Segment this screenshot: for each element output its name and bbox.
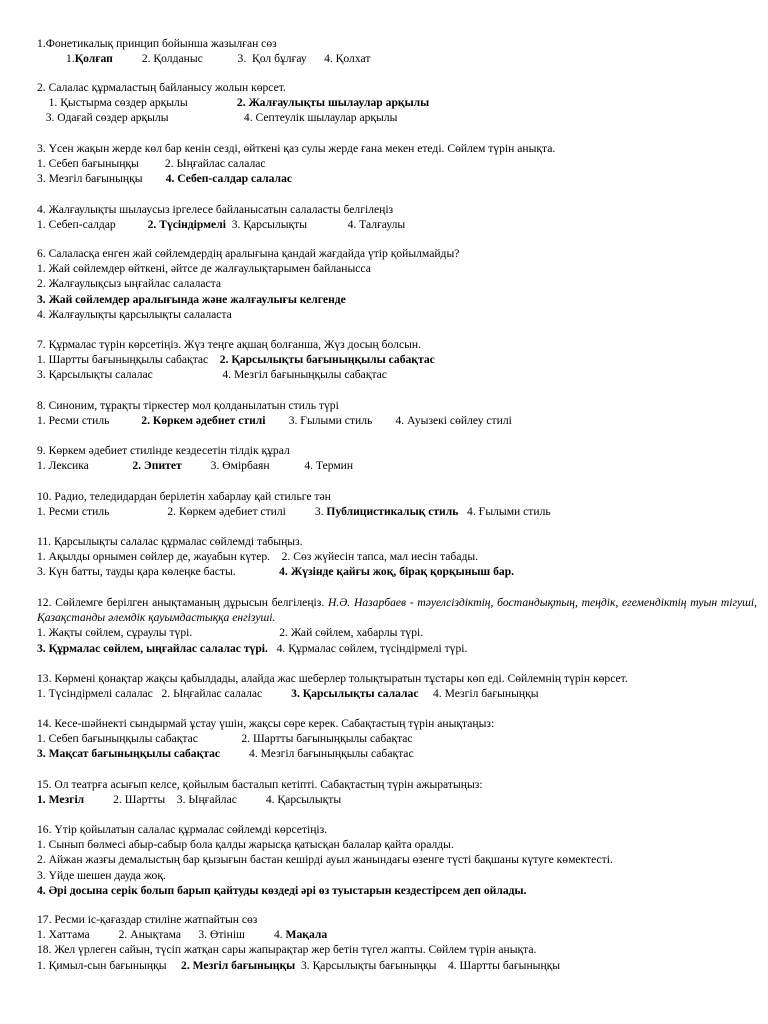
answer-options-line (37, 352, 757, 367)
text-segment: 1. Қимыл-сын бағыныңқы (37, 958, 182, 972)
question-q15 (37, 777, 757, 807)
text-segment: 3. Одағай сөздер арқылы 4. Септеулік шылаулар арқылы (37, 111, 398, 125)
question-stem (37, 398, 757, 413)
question-q2 (37, 80, 757, 126)
italic-text: Н.Ә. Назарбаев - тәуелсіздіктің, бостандықтың, теңдік, егемендіктің туын тігуші, Қазақстанды әлемдік қауымдастыққа енгізуші. (37, 596, 758, 625)
answer-options-line (37, 927, 757, 942)
question-q14 (37, 716, 757, 762)
text-segment: 11. Қарсылықты салалас құрмалас сөйлемді табыңыз. (37, 535, 303, 548)
question-stem (37, 337, 757, 352)
answer-options-line (37, 458, 757, 473)
answer-options-line (37, 307, 757, 322)
question-stem (37, 36, 757, 51)
answer-options-line (37, 792, 757, 807)
answer-text-bold: 2. Эпитет (132, 459, 182, 473)
answer-text-bold: Публицистикалық стиль (326, 505, 459, 519)
answer-text-bold: 3. Құрмалас сөйлем, ыңғайлас салалас түрі. (37, 641, 268, 655)
answer-text-bold: 4. Жүзінде қайғы жоқ, бірақ қорқыныш бар. (279, 565, 515, 579)
answer-options-line (37, 171, 757, 186)
text-segment: 16. Үтір қойылатын салалас құрмалас сөйлемді көрсетіңіз. (37, 823, 328, 836)
question-stem (37, 822, 757, 837)
text-segment: 1. Жақты сөйлем, сұраулы түрі. 2. Жай сөйлем, хабарлы түрі. (37, 626, 424, 640)
text-segment: 3. Қарсылықты салалас 4. Мезгіл бағыныңқылы сабақтас (37, 368, 387, 382)
answer-text-bold: Мақала (285, 928, 328, 942)
text-segment: 1. Себеп бағыныңқылы сабақтас 2. Шартты бағыныңқылы сабақтас (37, 732, 413, 746)
text-segment: 3. Қарсылықты 4. Талғаулы (225, 218, 406, 232)
answer-options-line (37, 731, 757, 746)
answer-options-line (37, 958, 757, 973)
text-segment: 12. Сөйлемге берілген анықтаманың дұрысын белгілеңіз. (37, 596, 328, 609)
question-q10 (37, 489, 757, 519)
answer-options-line (37, 641, 757, 656)
text-segment: 1. (37, 52, 75, 66)
text-segment: 1. Себеп-салдар (37, 218, 148, 232)
text-segment: 3. Күн батты, тауды қара көлеңке басты. (37, 565, 280, 579)
answer-text-bold: 2. Қарсылықты бағыныңқылы сабақтас (219, 353, 435, 367)
text-segment: 18. Жел үрлеген сайын, түсіп жатқан сары жапырақтар жер бетін түгел жапты. Сөйлем түрін анықта. (37, 943, 537, 957)
text-segment: 7. Құрмалас түрін көрсетіңіз. Жүз теңге ақшаң болғанша, Жүз досың болсын. (37, 338, 421, 351)
question-q9 (37, 443, 757, 473)
answer-options-line (37, 868, 757, 883)
question-q7 (37, 337, 757, 383)
text-segment: 2. Айжан жазғы демалыстың бар қызығын бастан кешірді ауыл жанындағы өзенге түсті бақшаны күтуге көмектесті. (37, 853, 613, 867)
text-segment: 14. Кесе-шәйнекті сындырмай ұстау үшін, жақсы сөре керек. Сабақтастың түрін анықтаңыз: (37, 717, 495, 730)
text-segment: 1. Сынып бөлмесі абыр-сабыр бола қалды жарысқа қатысқан балалар қайта оралды. (37, 838, 454, 852)
question-q8 (37, 398, 757, 428)
text-segment: 8. Синоним, тұрақты тіркестер мол қолданылатын стиль түрі (37, 399, 339, 412)
answer-text-bold: 1. Мезгіл (37, 793, 85, 807)
question-stem (37, 246, 757, 261)
answer-options-line (37, 883, 757, 898)
answer-text-bold: 3. Жай сөйлемдер аралығында және жалғаулығы келгенде (37, 292, 346, 306)
text-segment: 2. Салалас құрмаластың байланысу жолын көрсет. (37, 81, 286, 94)
text-segment: 13. Көрмені қонақтар жақсы қабылдады, алайда жас шеберлер толықтыратын тұстары көп еді. Сөйлемнің түрін көрсет. (37, 672, 628, 685)
question-stem (37, 777, 757, 792)
answer-options-line (37, 942, 757, 957)
question-stem (37, 141, 757, 156)
question-q13 (37, 671, 757, 701)
text-segment: 4. Мезгіл бағыныңқы (418, 687, 539, 701)
answer-text-bold: 2. Мезгіл бағыныңқы (181, 958, 296, 972)
text-segment: 1. Түсіндірмелі салалас 2. Ыңғайлас салалас (37, 687, 292, 701)
question-stem (37, 202, 757, 217)
text-segment: 6. Салаласқа енген жай сөйлемдердің аралығына қандай жағдайда үтір қойылмайды? (37, 247, 460, 260)
question-stem (37, 534, 757, 549)
text-segment: 1. Ресми стиль 2. Көркем әдебиет стилі 3. (37, 505, 327, 519)
answer-text-bold: 2. Түсіндірмелі (147, 218, 226, 232)
answer-options-line (37, 95, 757, 110)
question-stem (37, 489, 757, 504)
question-stem (37, 912, 757, 927)
answer-text-bold: 4. Себеп-салдар салалас (165, 172, 293, 186)
text-segment: 3. Ғылыми стиль 4. Ауызекі сөйлеу стилі (265, 414, 512, 428)
text-segment: 3. Өмірбаян 4. Термин (181, 459, 354, 473)
text-segment: 1. Ақылды орнымен сөйлер де, жауабын күтер. 2. Сөз жүйесін тапса, мал иесін табады. (37, 550, 479, 564)
answer-options-line (37, 413, 757, 428)
question-q6 (37, 246, 757, 322)
answer-options-line (37, 686, 757, 701)
question-stem (37, 80, 757, 95)
answer-options-line (37, 217, 757, 232)
answer-options-line (37, 367, 757, 382)
answer-text-bold: Қолғап (74, 52, 113, 66)
text-segment: 2. Жалғаулықсыз ыңғайлас салаласта (37, 277, 222, 291)
answer-options-line (37, 564, 757, 579)
text-segment: 9. Көркем әдебиет стилінде кездесетін тілдік құрал (37, 444, 290, 457)
text-segment: 4. Құрмалас сөйлем, түсіндірмелі түрі. (267, 641, 468, 655)
answer-options-line (37, 261, 757, 276)
question-stem (37, 443, 757, 458)
text-segment: 1. Лексика (37, 459, 133, 473)
text-segment: 1. Шартты бағыныңқылы сабақтас (37, 353, 220, 367)
answer-text-bold: 3. Қарсылықты салалас (291, 687, 419, 701)
answer-text-bold: 3. Мақсат бағыныңқылы сабақтас (37, 747, 221, 761)
text-segment: 10. Радио, теледидардан берілетін хабарлау қай стильге тән (37, 490, 331, 503)
answer-options-line (37, 110, 757, 125)
text-segment: 3. Үйде шешен дауда жоқ. (37, 868, 166, 882)
answer-options-line (37, 292, 757, 307)
answer-options-line (37, 746, 757, 761)
answer-text-bold: 4. Әрі досына серік болып барып қайтуды көздеді әрі өз туыстарын кездестірсем деп ойлады. (37, 883, 527, 897)
text-segment: 2. Шартты 3. Ыңғайлас 4. Қарсылықты (84, 793, 342, 807)
text-segment: 15. Ол театрға асығып келсе, қойылым басталып кетіпті. Сабақтастың түрін ажыратыңыз: (37, 778, 483, 791)
text-segment: 1.Фонетикалық принцип бойынша жазылған сөз (37, 37, 277, 50)
answer-options-line (37, 837, 757, 852)
question-stem (37, 716, 757, 731)
text-segment: 1. Себеп бағыныңқы 2. Ыңғайлас салалас (37, 157, 266, 171)
question-stem (37, 671, 757, 686)
answer-options-line (37, 276, 757, 291)
text-segment: 2. Қолданыс 3. Қол бұлғау 4. Қолхат (112, 52, 371, 66)
answer-text-bold: 2. Жалғаулықты шылаулар арқылы (236, 96, 430, 110)
question-q12 (37, 595, 757, 656)
answer-options-line (37, 852, 757, 867)
text-segment: 1. Хаттама 2. Анықтама 3. Өтініш 4. (37, 928, 286, 942)
answer-options-line (37, 504, 757, 519)
answer-options-line (37, 625, 757, 640)
answer-options-line (37, 51, 757, 66)
text-segment: 3. Үсен жақын жерде көл бар кенін сезді, өйткені қаз сулы жерде ғана мекен етеді. Сөйлем түрін анықта. (37, 142, 556, 155)
question-q3 (37, 141, 757, 187)
text-segment: 4. Жалғаулықты қарсылықты салаласта (37, 307, 232, 321)
text-segment: 17. Ресми іс-қағаздар стиліне жатпайтын сөз (37, 913, 258, 926)
text-segment: 1. Қыстырма сөздер арқылы (37, 96, 237, 110)
text-segment: 4. Мезгіл бағыныңқылы сабақтас (220, 747, 414, 761)
text-segment: 4. Жалғаулықты шылаусыз іргелесе байланысатын салаласты белгілеңіз (37, 203, 394, 216)
answer-text-bold: 2. Көркем әдебиет стилі (141, 414, 266, 428)
text-segment: 1. Ресми стиль (37, 414, 142, 428)
text-segment: 3. Мезгіл бағыныңқы (37, 172, 166, 186)
question-q4 (37, 202, 757, 232)
question-q11 (37, 534, 757, 580)
text-segment: 3. Қарсылықты бағыныңқы 4. Шартты бағыныңқы (295, 958, 561, 972)
question-q16 (37, 822, 757, 898)
answer-options-line (37, 549, 757, 564)
answer-options-line (37, 156, 757, 171)
question-stem (37, 595, 757, 625)
question-q1 (37, 36, 757, 66)
text-segment: 1. Жай сөйлемдер өйткені, әйтсе де жалғаулықтарымен байланысса (37, 262, 371, 276)
text-segment: 4. Ғылыми стиль (458, 505, 551, 519)
question-q17 (37, 912, 757, 973)
